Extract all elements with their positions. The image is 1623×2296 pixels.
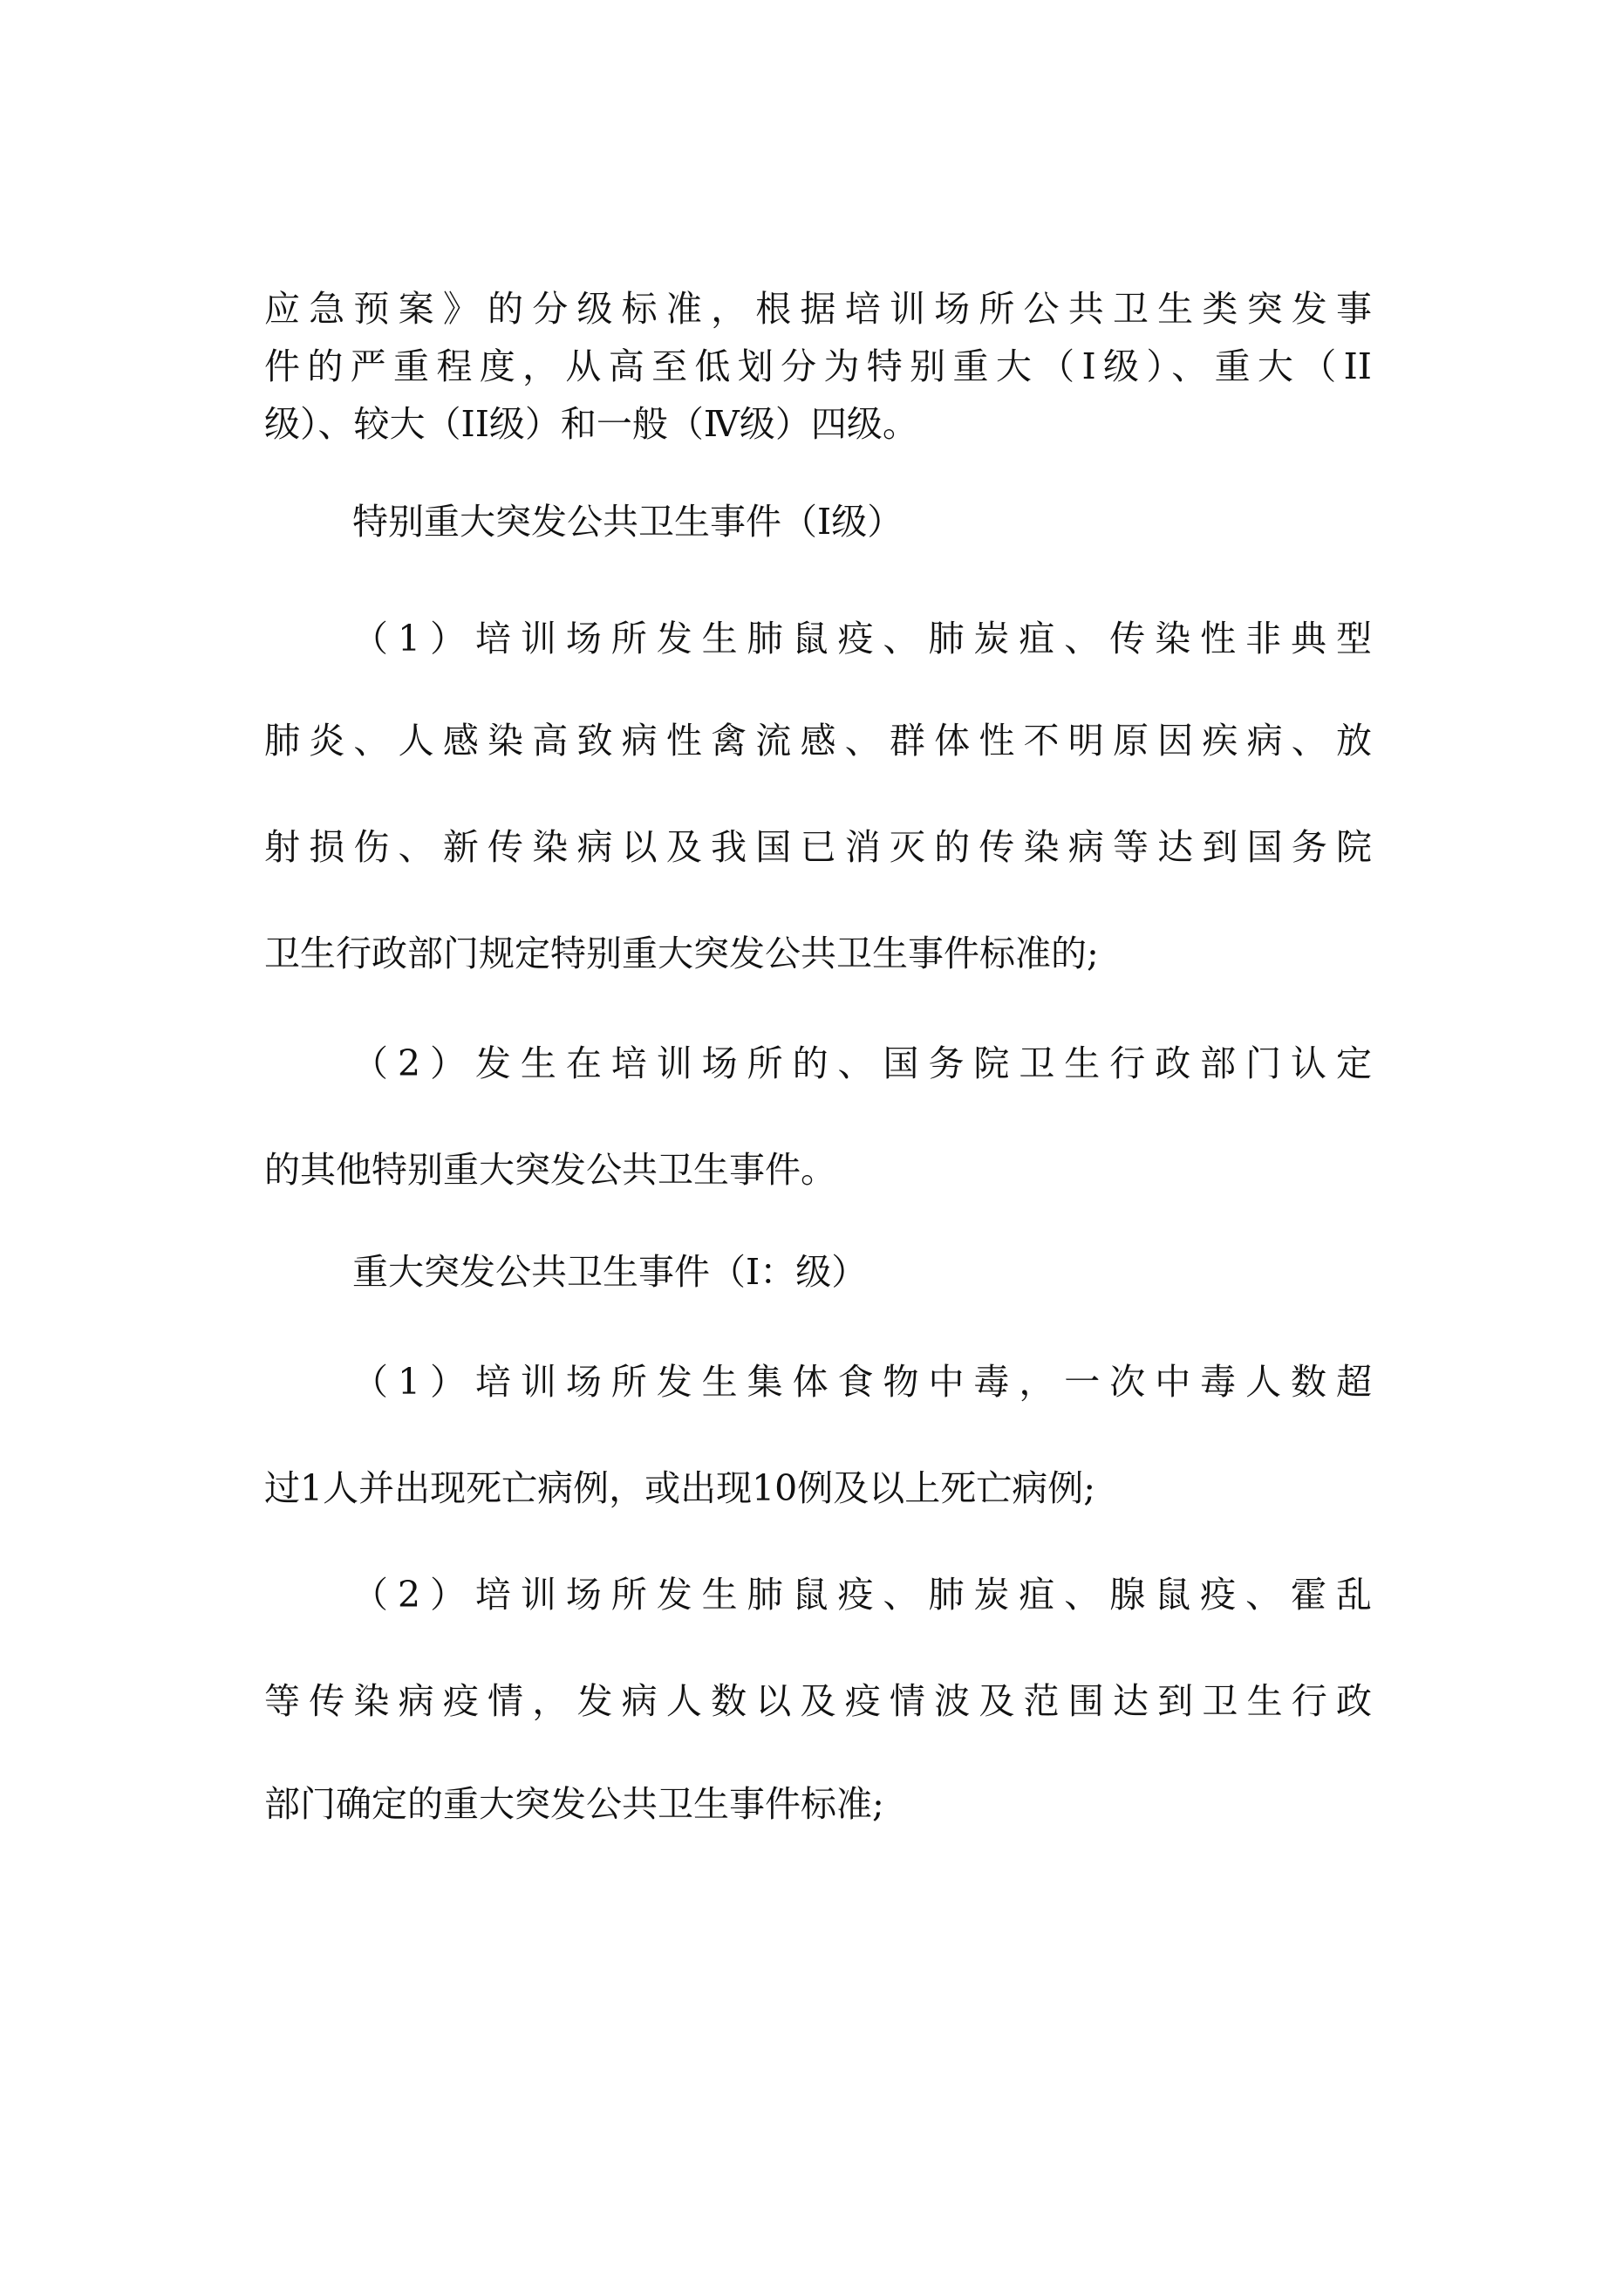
section-heading: 重大突发公共卫生事件（I：级） <box>352 1251 868 1293</box>
text-line: 应急预案》的分级标准，根据培训场所公共卫生类突发事 <box>264 288 1372 330</box>
text-line: 射损伤、新传染病以及我国已消灭的传染病等达到国务院 <box>264 826 1372 868</box>
text-line: 等传染病疫情，发病人数以及疫情波及范围达到卫生行政 <box>264 1680 1372 1722</box>
text-line: 级）、较大（II级）和一般（Ⅳ级）四级。 <box>264 403 918 445</box>
text-line: 的其他特别重大突发公共卫生事件。 <box>264 1149 836 1191</box>
text-line: 过1人并出现死亡病例，或出现10例及以上死亡病例; <box>264 1467 1096 1509</box>
text-line: 部门确定的重大突发公共卫生事件标准; <box>264 1783 884 1825</box>
text-line: 件的严重程度，从高至低划分为特别重大（Ⅰ级）、重大（II <box>264 345 1372 387</box>
text-line: （1）培训场所发生集体食物中毒，一次中毒人数超 <box>352 1361 1372 1403</box>
section-heading: 特别重大突发公共卫生事件（Ⅰ级） <box>352 501 904 543</box>
text-line: 卫生行政部门规定特别重大突发公共卫生事件标准的; <box>264 933 1099 974</box>
text-line: （2）发生在培训场所的、国务院卫生行政部门认定 <box>352 1042 1372 1084</box>
text-line: （1）培训场所发生肺鼠疫、肺炭疽、传染性非典型 <box>352 618 1372 659</box>
text-line: （2）培训场所发生肺鼠疫、肺炭疽、腺鼠疫、霍乱 <box>352 1574 1372 1616</box>
text-line: 肺炎、人感染高致病性禽流感、群体性不明原因疾病、放 <box>264 720 1372 762</box>
